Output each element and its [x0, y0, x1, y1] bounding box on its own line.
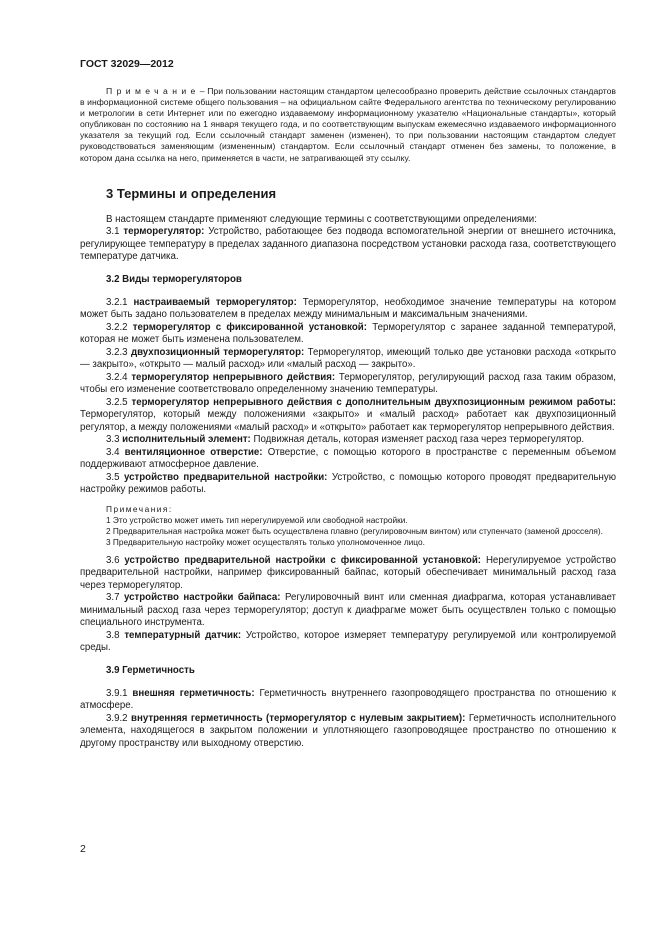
term-3-5: 3.5 устройство предварительной настройки: Устройство, с помощью которого проводят предварительную настройку режимов работы.	[80, 471, 616, 496]
document-header: ГОСТ 32029—2012	[80, 58, 174, 70]
term-3-9-1: 3.9.1 внешняя герметичность: Герметичность внутреннего газопроводящего пространства по отношению к атмосфере.	[80, 687, 616, 712]
term-3-2-5: 3.2.5 терморегулятор непрерывного действия с дополнительным двухпозиционным режимом работы: Терморегулятор, который между положениями «закрыто» и «малый расход» работает как двухпозиционный регулятор, а между положениями «малый расход» и «открыто» работает как терморегулятор непрерывного действия.	[80, 396, 616, 433]
note-1: 1 Это устройство может иметь тип нерегулируемой или свободной настройки.	[106, 514, 408, 525]
term-3-4: 3.4 вентиляционное отверстие: Отверстие, с помощью которого в пространстве с переменным объемом поддерживают атмосферное давление.	[80, 446, 616, 471]
section-intro: В настоящем стандарте применяют следующие термины с соответствующими определениями:	[106, 213, 537, 225]
section-title: 3 Термины и определения	[106, 185, 277, 201]
note-3: 3 Предварительную настройку может осуществлять только уполномоченное лицо.	[106, 536, 425, 547]
term-3-9-2: 3.9.2 внутренняя герметичность (терморегулятор с нулевым закрытием): Герметичность исполнительного элемента, находящегося в закрытом положении и уплотняющего газопроводящее пространство по отношению к другому пространству или выходному отверстию.	[80, 712, 616, 749]
term-3-1: 3.1 терморегулятор: Устройство, работающее без подвода вспомогательной энергии от внешнего источника, регулирующее температуру в пределах заданного диапазона посредством установки расхода газа, соответствующего температуре датчика.	[80, 226, 616, 263]
subsection-title-3-9: 3.9 Герметичность	[106, 664, 195, 676]
note-text: – При пользовании настоящим стандартом целесообразно проверить действие ссылочных стандартов в информационной системе общего пользования – на официальном сайте Федерального агентства по техническому регулированию и метрологии в сети Интернет или по ежегодно издаваемому информационному указателю «Национальные стандарты», который опубликован по состоянию на 1 января текущего года, и по соответствующим выпускам ежемесячно издаваемого информационного указателя за текущий год. Если ссылочный стандарт заменен (изменен), то при пользовании настоящим стандартом следует руководствоваться заменяющим (измененным) стандартом. Если ссылочный стандарт отменен без замены, то положение, в котором дана ссылка на него, применяется в части, не затрагивающей эту ссылку.	[80, 86, 616, 163]
term-3-3: 3.3 исполнительный элемент: Подвижная деталь, которая изменяет расход газа через терморегулятор.	[106, 434, 585, 446]
term-3-2-2: 3.2.2 терморегулятор с фиксированной установкой: Терморегулятор с заранее заданной температурой, которая не может быть изменена пользователем.	[80, 321, 616, 346]
note-prefix: Примечание	[106, 86, 200, 96]
notes-title: Примечания:	[106, 503, 173, 514]
term-3-7: 3.7 устройство настройки байпаса: Регулировочный винт или сменная диафрагма, которая устанавливает минимальный расход газа через терморегулятор; доступ к диафрагме может быть осуществлен только с помощью специального инструмента.	[80, 592, 616, 629]
term-3-6: 3.6 устройство предварительной настройки с фиксированной установкой: Нерегулируемое устройство предварительной настройки, например фиксированный байпас, который обеспечивает минимальный расход газа через терморегулятор.	[80, 554, 616, 591]
subsection-title-3-2: 3.2 Виды терморегуляторов	[106, 273, 242, 285]
term-3-8: 3.8 температурный датчик: Устройство, которое измеряет температуру регулируемой или контролируемой среды.	[80, 629, 616, 654]
term-3-2-4: 3.2.4 терморегулятор непрерывного действия: Терморегулятор, регулирующий расход газа таким образом, чтобы его изменение соответствовало определенному значению температуры.	[80, 371, 616, 396]
reference-note	[80, 86, 616, 164]
term-3-2-3: 3.2.3 двухпозиционный терморегулятор: Терморегулятор, имеющий только две установки расхода «открыто — закрыто», «открыто — малый расход» или «малый расход — закрыто».	[80, 346, 616, 371]
document-page	[80, 58, 616, 750]
page-number: 2	[80, 843, 86, 855]
note-2: 2 Предварительная настройка может быть осуществлена плавно (регулировочным винтом) или ступенчато (заменой дросселя).	[106, 525, 603, 536]
term-3-2-1: 3.2.1 настраиваемый терморегулятор: Терморегулятор, необходимое значение температуры на котором может быть задано пользователем в пределах между минимальным и максимальным значениями.	[80, 296, 616, 321]
